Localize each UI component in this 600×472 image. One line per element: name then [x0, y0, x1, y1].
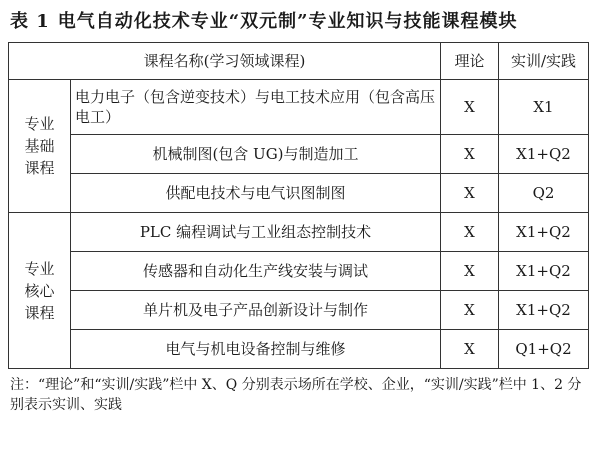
table-row: [9, 174, 589, 213]
table-row: [9, 291, 589, 330]
practice-cell: Q2: [499, 174, 589, 213]
course-name-cell: 机械制图(包含 UG)与制造加工: [71, 135, 441, 174]
group-label-core: [9, 213, 71, 369]
course-name-cell: 单片机及电子产品创新设计与制作: [71, 291, 441, 330]
course-name-cell: PLC 编程调试与工业组态控制技术: [71, 213, 441, 252]
header-practice: 实训/实践: [499, 43, 589, 80]
group-label-foundation: [9, 80, 71, 213]
theory-cell: X: [441, 213, 499, 252]
table-caption-label: 表 1: [10, 11, 50, 32]
group-label-line: 专业 核心 课程: [24, 259, 55, 322]
theory-cell: X: [441, 174, 499, 213]
course-name-cell: 传感器和自动化生产线安装与调试: [71, 252, 441, 291]
course-name-cell: 电力电子（包含逆变技术）与电工技术应用（包含高压电工）: [71, 80, 441, 135]
course-module-table: [8, 42, 589, 369]
header-theory: 理论: [441, 43, 499, 80]
practice-cell: Q1+Q2: [499, 330, 589, 369]
table-caption-text: 电气自动化技术专业“双元制”专业知识与技能课程模块: [57, 11, 518, 32]
table-row: [9, 80, 589, 135]
theory-cell: X: [441, 80, 499, 135]
table-row: [9, 213, 589, 252]
table-row: [9, 330, 589, 369]
theory-cell: X: [441, 252, 499, 291]
theory-cell: X: [441, 291, 499, 330]
table-row: [9, 252, 589, 291]
course-name-cell: 电气与机电设备控制与维修: [71, 330, 441, 369]
group-label-line: 专业 基础 课程: [24, 115, 55, 177]
table-footnote: 注：“理论”和“实训/实践”栏中 X、Q 分别表示场所在学校、企业，“实训/实践”栏中 1、2 分别表示实训、实践: [10, 377, 582, 413]
table-header-row: [9, 43, 589, 80]
theory-cell: X: [441, 135, 499, 174]
theory-cell: X: [441, 330, 499, 369]
header-course-name: 课程名称(学习领域课程): [9, 43, 441, 80]
table-caption: [10, 8, 592, 38]
practice-cell: X1+Q2: [499, 213, 589, 252]
practice-cell: X1: [499, 80, 589, 135]
practice-cell: X1+Q2: [499, 135, 589, 174]
practice-cell: X1+Q2: [499, 252, 589, 291]
practice-cell: X1+Q2: [499, 291, 589, 330]
course-name-cell: 供配电技术与电气识图制图: [71, 174, 441, 213]
table-row: [9, 135, 589, 174]
